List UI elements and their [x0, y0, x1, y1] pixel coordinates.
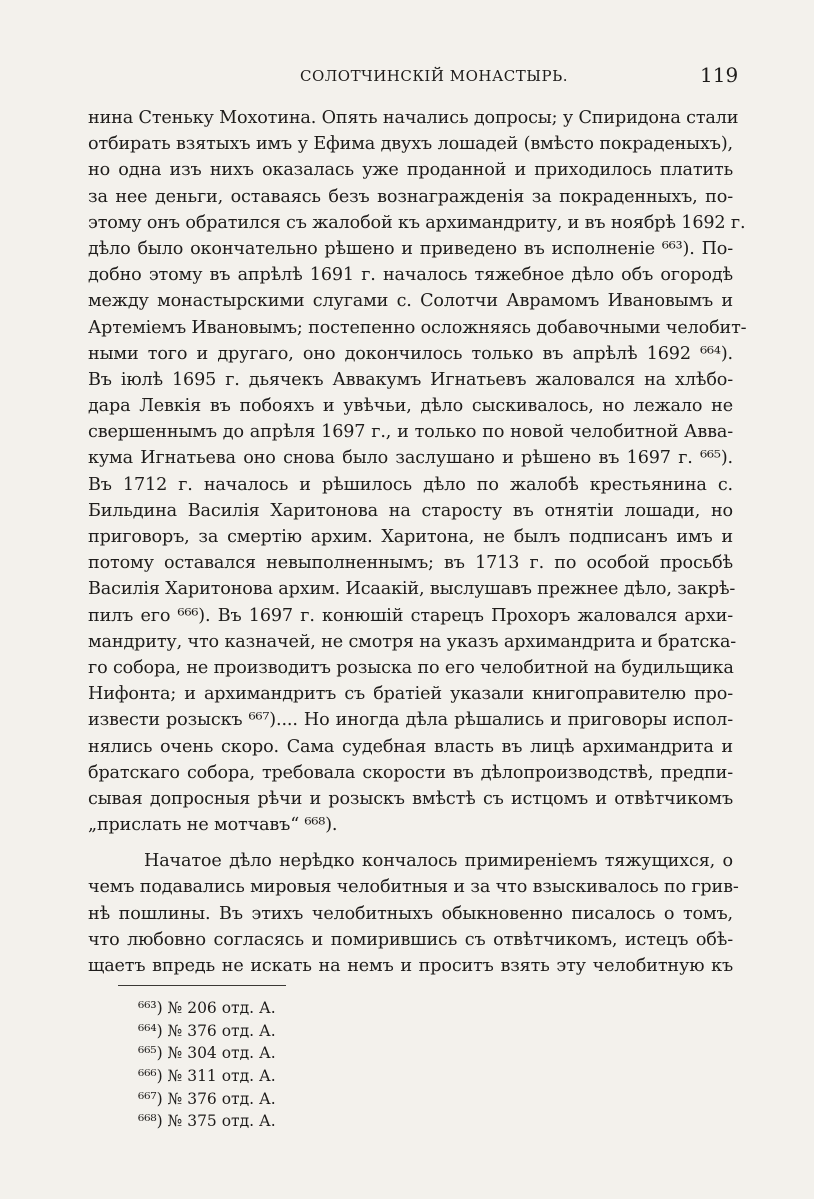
footnote: ⁶⁶³) № 206 отд. А. — [138, 999, 276, 1017]
footnote: ⁶⁶⁴) № 376 отд. А. — [138, 1021, 276, 1040]
text-line: извести розыскъ ⁶⁶⁷).... Но иногда дѣла рѣшались и приговоры испол- — [88, 710, 733, 731]
running-title: СОЛОТЧИНСКІЙ МОНАСТЫРЬ. — [300, 67, 569, 85]
text-line: но одна изъ нихъ оказалась уже проданной и приходилось платить — [88, 160, 733, 181]
text-line: Василія Харитонова архим. Исаакій, выслушавъ прежнее дѣло, закрѣ- — [88, 579, 736, 600]
text-line: Бильдина Василія Харитонова на старосту въ отнятіи лошади, но — [88, 500, 733, 521]
text-line: свершеннымъ до апрѣля 1697 г., и только по новой челобитной Авва- — [88, 422, 733, 443]
text-line: между монастырскими слугами с. Солотчи Аврамомъ Ивановымъ и — [88, 291, 733, 312]
footnote: ⁶⁶⁷) № 376 отд. А. — [138, 1089, 276, 1108]
text-line: Начатое дѣло нерѣдко кончалось примиреніемъ тяжущихся, о — [144, 851, 733, 872]
page-number: 119 — [700, 63, 739, 87]
text-line: го собора, не производитъ розыска по его челобитной на будильщика — [88, 657, 734, 678]
text-line: мандриту, что казначей, не смотря на указъ архимандрита и братска- — [88, 631, 737, 652]
footnote-rule — [118, 985, 286, 986]
text-line: потому оставался невыполненнымъ; въ 1713 г. по особой просьбѣ — [88, 553, 733, 574]
footnotes — [138, 997, 276, 1133]
text-line: Въ іюлѣ 1695 г. дьячекъ Аввакумъ Игнатьевъ жаловался на хлѣбо- — [88, 369, 733, 390]
text-line: дара Левкія въ побояхъ и увѣчьи, дѣло сыскивалось, но лежало не — [88, 396, 733, 417]
text-line: кума Игнатьева оно снова было заслушано и рѣшено въ 1697 г. ⁶⁶⁵). — [88, 448, 733, 469]
paragraph-gap — [88, 838, 733, 848]
footnote: ⁶⁶⁶) № 311 отд. А. — [138, 1067, 276, 1086]
footnote: ⁶⁶⁸) № 375 отд. А. — [138, 1112, 276, 1131]
text-line: добно этому въ апрѣлѣ 1691 г. началось тяжебное дѣло объ огородѣ — [88, 265, 733, 286]
text-line: приговоръ, за смертію архим. Харитона, не былъ подписанъ имъ и — [88, 527, 733, 547]
text-line: чемъ подавались мировыя челобитныя и за что взыскивалось по грив- — [88, 877, 739, 898]
text-line: что любовно согласясь и помирившись съ отвѣтчикомъ, истецъ обѣ- — [88, 929, 733, 950]
text-line: пилъ его ⁶⁶⁶). Въ 1697 г. конюшій старецъ Прохоръ жаловался архи- — [88, 605, 733, 626]
text-line: отбирать взятыхъ имъ у Ефима двухъ лошадей (вмѣсто покраденыхъ), — [88, 134, 733, 155]
text-line: Нифонта; и архимандритъ съ братіей указали книгоправителю про- — [88, 684, 733, 705]
text-line: Въ 1712 г. началось и рѣшилось дѣло по жалобѣ крестьянина с. — [88, 474, 733, 495]
text-line: ными того и другаго, оно докончилось только въ апрѣлѣ 1692 ⁶⁶⁴). — [88, 343, 733, 364]
text-line: дѣло было окончательно рѣшено и приведено въ исполненіе ⁶⁶³). По- — [88, 238, 733, 259]
text-line: этому онъ обратился съ жалобой къ архимандриту, и въ ноябрѣ 1692 г. — [88, 212, 746, 233]
text-line: нялись очень скоро. Сама судебная власть въ лицѣ архимандрита и — [88, 736, 733, 757]
text-line: щаетъ впредь не искать на немъ и проситъ взять эту челобитную къ — [88, 956, 733, 976]
body-text — [88, 105, 747, 979]
text-line: сывая допросныя рѣчи и розыскъ вмѣстѣ съ истцомъ и отвѣтчикомъ — [88, 788, 733, 809]
text-line: братскаго собора, требовала скорости въ дѣлопроизводствѣ, предпи- — [88, 762, 733, 783]
text-line: за нее деньги, оставаясь безъ вознагражденія за покраденныхъ, по- — [88, 186, 733, 207]
text-line: нина Стеньку Мохотина. Опять начались допросы; у Спиридона стали — [88, 108, 739, 128]
footnote: ⁶⁶⁵) № 304 отд. А. — [138, 1044, 276, 1063]
text-line: „прислать не мотчавъ“ ⁶⁶⁸). — [88, 815, 338, 836]
text-line: нѣ пошлины. Въ этихъ челобитныхъ обыкновенно писалось о томъ, — [88, 903, 733, 924]
text-line: Артеміемъ Ивановымъ; постепенно осложняясь добавочными челобит- — [88, 317, 747, 338]
